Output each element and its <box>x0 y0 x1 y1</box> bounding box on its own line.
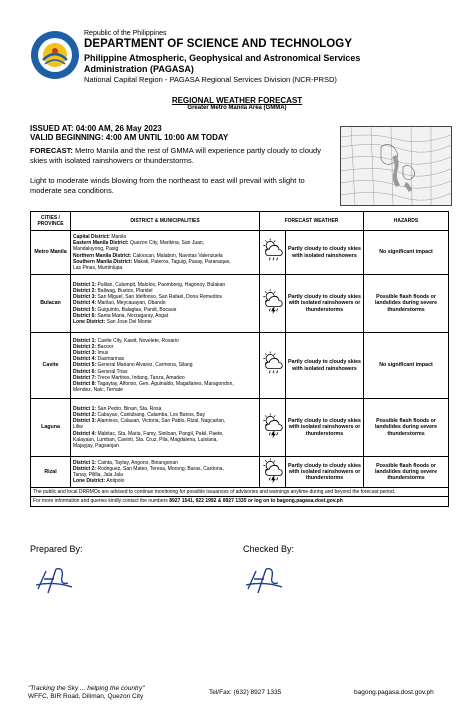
district-label: District 6: <box>73 368 97 375</box>
district-label: District 1: <box>73 281 97 288</box>
district-label: District 2: <box>73 287 97 294</box>
district-label: District 3: <box>73 418 97 425</box>
partly-cloudy-thunderstorm-icon <box>261 412 285 440</box>
district-label: District 2: <box>73 343 97 350</box>
prepared-by-label: Prepared By: <box>30 544 83 554</box>
header-districts: DISTRICT & MUNICIPALITIES <box>71 212 260 231</box>
district-label: Lone District: <box>73 319 106 325</box>
district-label: District 4: <box>73 300 97 307</box>
header-city: CITIES / PROVINCE <box>31 212 71 231</box>
signature-prepared <box>34 565 74 597</box>
issue-info <box>30 124 228 142</box>
table-header-row <box>31 212 449 231</box>
note-row-advisory <box>31 488 449 497</box>
district-label: Capital District: <box>73 233 110 240</box>
checked-by-label: Checked By: <box>243 544 295 554</box>
forecast-weather: Partly cloudy to cloudy skies with isolated rainshowers or thunderstorms <box>286 275 364 333</box>
district-label: District 1: <box>73 459 97 466</box>
issued-at: ISSUED AT: 04:00 AM, 26 May 2023 <box>30 124 162 133</box>
district-towns: Alaminos, Calauan, Victoria, San Pablo, Rizal, Nagcarlan, <box>96 418 226 425</box>
weather-icon-cell <box>260 399 286 457</box>
district-label: District 2: <box>73 411 97 418</box>
city-province: Rizal <box>31 457 71 488</box>
weather-icon-cell <box>260 275 286 333</box>
district-line <box>73 387 257 393</box>
district-towns: Quezon City, Marikina, San Juan, <box>128 240 205 247</box>
department-name: DEPARTMENT OF SCIENCE AND TECHNOLOGY <box>84 38 353 50</box>
region-label: National Capital Region - PAGASA Regional Services Division (NCR-PRSD) <box>84 75 337 84</box>
weather-icon-cell <box>260 333 286 399</box>
district-towns: Santa Maria, Norzagaray, Angat <box>96 312 169 319</box>
district-label: District 3: <box>73 294 97 301</box>
hazard: No significant impact <box>364 333 449 399</box>
district-towns: Caloocan, Malabon, Navotas Valenzuela <box>131 252 223 259</box>
weather-icon-cell <box>260 231 286 275</box>
republic-label: Republic of the Philippines <box>84 30 167 37</box>
district-towns: Dasmarinas <box>96 356 125 363</box>
district-towns: Pulilan, Calumpit, Malolos, Paombong, Hagonoy, Bulakan <box>96 281 226 288</box>
forecast-weather: Partly cloudy to cloudy skies with isolated rainshowers <box>286 231 364 275</box>
table-row <box>31 457 449 488</box>
contact-note <box>31 497 449 506</box>
district-towns: Trece Martires, Indang, Tanza, Amadeo <box>96 374 185 381</box>
header-weather: FORECAST WEATHER <box>260 212 364 231</box>
district-label: District 3: <box>73 349 97 356</box>
district-label: District 2: <box>73 465 97 472</box>
forecast-weather: Partly cloudy to cloudy skies with isolated rainshowers or thunderstorms <box>286 457 364 488</box>
district-towns: San Jose Del Monte <box>105 319 152 325</box>
district-label: District 7: <box>73 374 97 381</box>
pagasa-logo <box>30 30 80 80</box>
district-label: Lone District: <box>73 478 106 485</box>
district-towns: Mandaluyong, Pasig <box>73 246 119 253</box>
document-subtitle: Greater Metro Manila Area (GMMA) <box>187 105 287 111</box>
district-label: Southern Manila District: <box>73 258 133 265</box>
district-towns: Baliwag, Bustos, Plaridel <box>96 287 153 294</box>
district-municipalities <box>71 457 260 488</box>
district-towns: Cainta, Taytay, Angono, Binangonan <box>96 459 178 466</box>
district-label: District 5: <box>73 362 97 369</box>
district-towns: Manila <box>109 233 127 240</box>
district-towns: Bacoor <box>96 343 114 350</box>
district-towns: General Trias <box>96 368 128 375</box>
header-hazards: HAZARDS <box>364 212 449 231</box>
forecast-weather: Partly cloudy to cloudy skies with isolated rainshowers or thunderstorms <box>286 399 364 457</box>
hazard: Possible flash floods or landslides during severe thunderstorms <box>364 399 449 457</box>
advisory-note: The public and local DRRMOs are advised to continue monitoring for possible issuances of advisories and warnings anytime during and beyond the forecast period. <box>31 488 449 497</box>
district-label: District 6: <box>73 312 97 319</box>
partly-cloudy-rain-icon <box>261 237 285 265</box>
weather-icon-cell <box>260 457 286 488</box>
district-municipalities <box>71 399 260 457</box>
weather-map-image <box>340 126 452 206</box>
district-label: District 5: <box>73 306 97 313</box>
district-towns: Mabitac, Sta. Maria, Famy, Siniloan, Pangil, Pakil, Paete, <box>96 430 224 437</box>
forecast-label: FORECAST: <box>30 146 73 155</box>
district-towns: Guiguinto, Balagtas, Pandi, Bocaue <box>96 306 177 313</box>
table-row <box>31 333 449 399</box>
district-towns: Mendez, Naic, Ternate <box>73 387 123 394</box>
district-line <box>73 443 257 449</box>
district-towns: San Pedro, Binan, Sta. Rosa <box>96 405 162 412</box>
hazard: Possible flash floods or landslides during severe thunderstorms <box>364 457 449 488</box>
footer-address: WFFC, BIR Road, Diliman, Quezon City <box>28 693 144 700</box>
district-label: District 1: <box>73 405 97 412</box>
footer-slogan: "Tracking the Sky ... helping the country" <box>28 685 145 692</box>
district-towns: Kalayaan, Lumban, Cavinti, Sta. Cruz, Pila, Magdalena, Luisiana, <box>73 436 218 443</box>
city-province: Cavite <box>31 333 71 399</box>
hazard: Possible flash floods or landslides during severe thunderstorms <box>364 275 449 333</box>
district-towns: Antipolo <box>105 478 125 485</box>
district-towns: San Miguel, San Idelfonso, San Rafael, Dona Remedios <box>96 294 222 301</box>
partly-cloudy-thunderstorm-icon <box>261 457 285 485</box>
district-municipalities <box>71 231 260 275</box>
district-label: District 4: <box>73 430 97 437</box>
agency-name <box>84 53 464 75</box>
district-towns: Imus <box>96 349 109 356</box>
district-towns: Tanay, Pililla, Jala Jala <box>73 472 123 479</box>
city-province: Laguna <box>31 399 71 457</box>
footer-website[interactable]: bagong.pagasa.dost.gov.ph <box>354 689 434 696</box>
partly-cloudy-rain-icon <box>261 350 285 378</box>
city-province: Metro Manila <box>31 231 71 275</box>
district-towns: Cabuyao, Canlubang, Calamba, Los Banos, Bay <box>96 411 206 418</box>
partly-cloudy-thunderstorm-icon <box>261 288 285 316</box>
table-row <box>31 275 449 333</box>
district-towns: Liliw <box>73 424 83 431</box>
district-municipalities <box>71 275 260 333</box>
footer-tel: Tel/Fax: (632) 8927 1335 <box>209 689 282 696</box>
district-line <box>73 478 257 484</box>
table-row <box>31 231 449 275</box>
district-towns: Makati, Pateros, Taguig, Pasay, Paranaque, <box>132 258 231 265</box>
district-towns: Tagaytay, Alfonso, Gen. Aguinaldo, Magallanes, Maragondon, <box>96 381 234 387</box>
district-label: Eastern Manila District: <box>73 240 129 247</box>
note-row-contact <box>31 497 449 506</box>
forecast-weather: Partly cloudy to cloudy skies with isolated rainshowers <box>286 333 364 399</box>
district-towns: Las Pinas, Muntinlupa <box>73 264 123 271</box>
district-towns: Majayjay, Pagsanjan <box>73 443 119 449</box>
district-label: District 8: <box>73 381 97 387</box>
district-label: Northern Manila District: <box>73 252 132 259</box>
district-label: District 4: <box>73 356 97 363</box>
forecast-table <box>30 211 449 507</box>
district-municipalities <box>71 333 260 399</box>
district-line <box>73 265 257 271</box>
district-towns: Rodriguez, San Mateo, Teresa, Morong, Baras, Cardona, <box>96 465 224 472</box>
district-towns: Marilao, Meycauayan, Obando <box>96 300 166 307</box>
document-title: REGIONAL WEATHER FORECAST <box>171 96 303 105</box>
district-line <box>73 319 257 325</box>
valid-beginning: VALID BEGINNING: 4:00 AM UNTIL 10:00 AM TODAY <box>30 133 229 142</box>
hazard: No significant impact <box>364 231 449 275</box>
forecast-text: Metro Manila and the rest of GMMA will experience partly cloudy to cloudy skies with isolated rainshowers or thunderstorms. <box>30 146 321 165</box>
agency-line-2: Administration (PAGASA) <box>84 64 194 74</box>
table-row <box>31 399 449 457</box>
contact-numbers: 8927 1541, 922 1992 & 8927 1335 or log on to bagong.pagasa.dost.gov.ph <box>169 498 343 505</box>
signature-checked <box>244 565 284 597</box>
forecast-paragraph <box>30 146 336 165</box>
district-towns: General Mariano Alvarez, Carmona, Silang <box>96 362 193 369</box>
district-label: District 1: <box>73 337 97 344</box>
winds-paragraph: Light to moderate winds blowing from the northeast to east will prevail with slight to moderate sea conditions. <box>30 176 305 195</box>
agency-line-1: Philippine Atmospheric, Geophysical and Astronomical Services <box>84 53 361 63</box>
district-towns: Cavite City, Kawit, Novelete, Rosario <box>96 337 179 344</box>
contact-prefix: For more information and queries kindly contact the numbers <box>33 498 170 505</box>
city-province: Bulacan <box>31 275 71 333</box>
